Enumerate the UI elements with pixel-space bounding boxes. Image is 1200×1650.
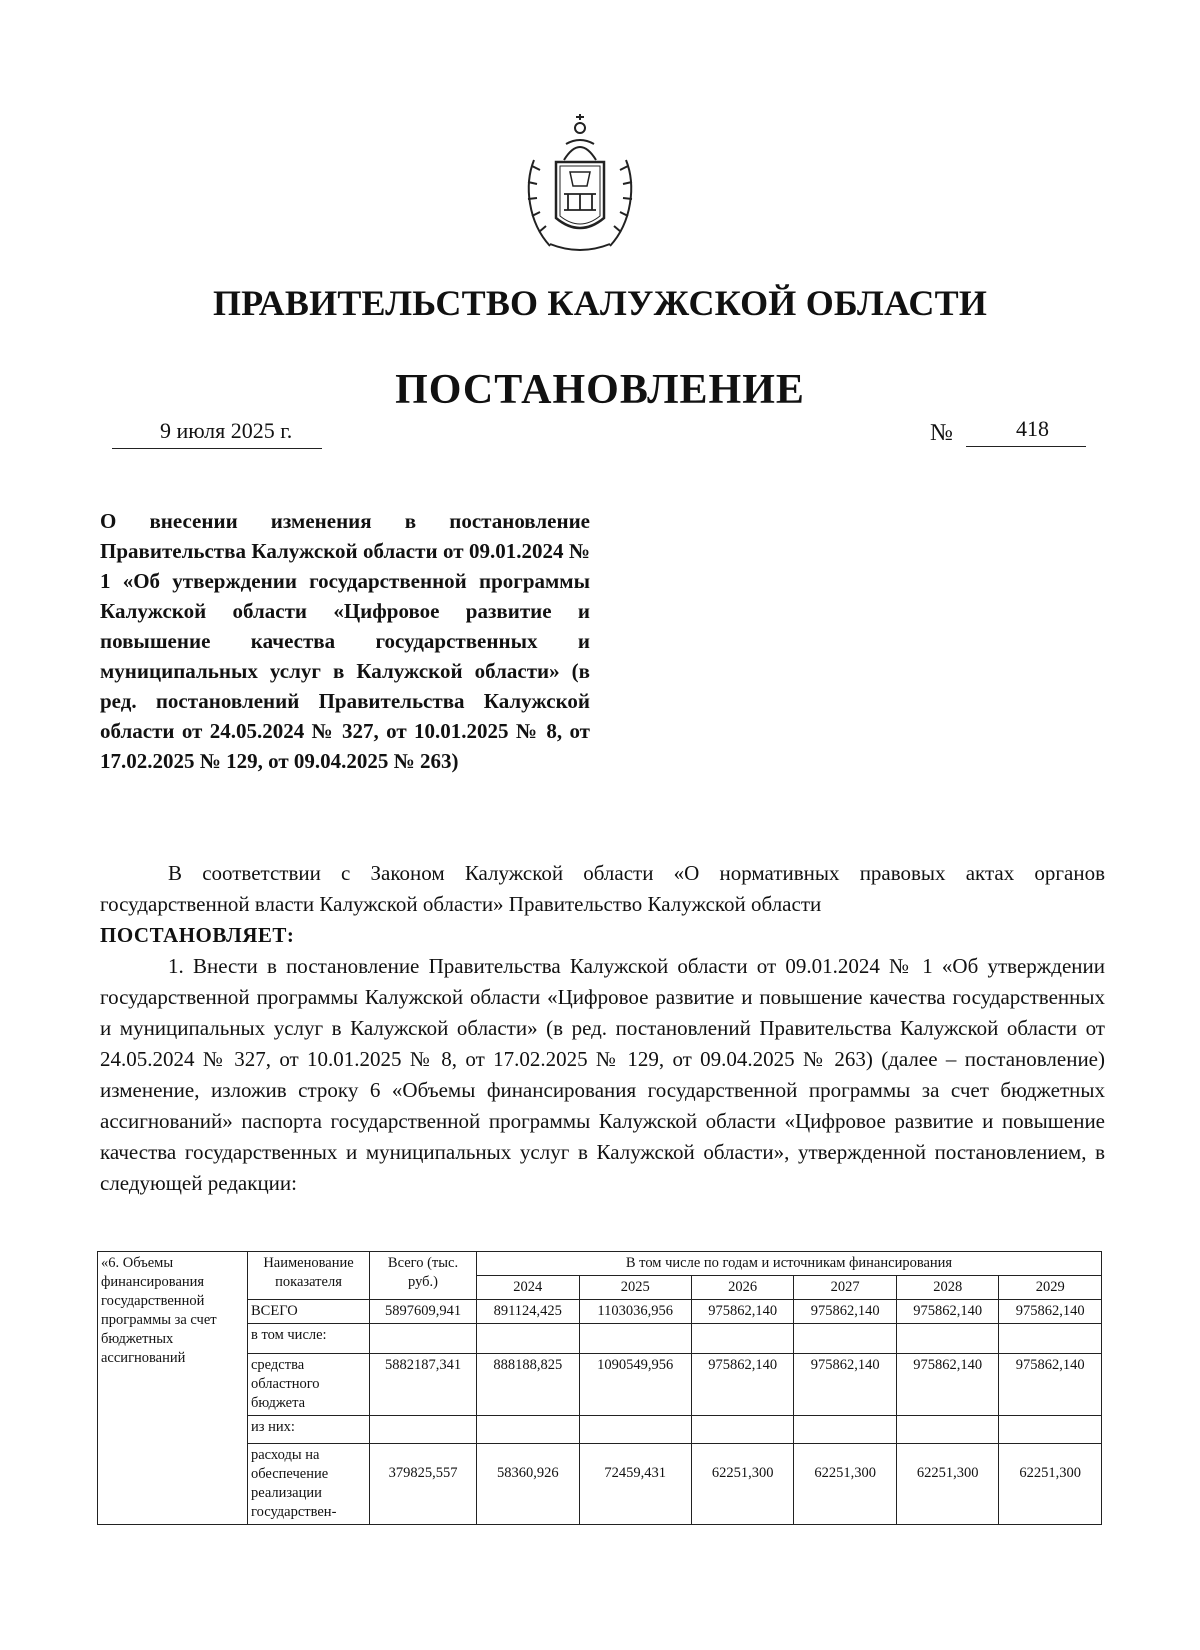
- number-sign: №: [930, 420, 953, 446]
- row-value: 975862,140: [896, 1354, 999, 1416]
- row-value: 1090549,956: [579, 1354, 691, 1416]
- document-type: ПОСТАНОВЛЕНИЕ: [395, 367, 805, 413]
- row-value: 1103036,956: [579, 1300, 691, 1324]
- row-indicator: из них:: [248, 1416, 370, 1444]
- year-header: 2028: [896, 1276, 999, 1300]
- row-value: 891124,425: [477, 1300, 580, 1324]
- year-header: 2027: [794, 1276, 897, 1300]
- document-body: [100, 858, 1105, 1199]
- row-total: [370, 1324, 477, 1354]
- row-value: [579, 1324, 691, 1354]
- row-value: 975862,140: [794, 1300, 897, 1324]
- table-header-row: [98, 1252, 1102, 1276]
- year-header: 2026: [691, 1276, 794, 1300]
- row-value: 62251,300: [896, 1444, 999, 1525]
- table-row: [98, 1416, 1102, 1444]
- row-value: 62251,300: [794, 1444, 897, 1525]
- item-1-paragraph: 1. Внести в постановление Правительства Калужской области от 09.01.2024 № 1 «Об утверждении государственной программы Калужской области «Цифровое развитие и повышение качества государственных и муниципальных услуг в Калужской области» (в ред. постановлений Правительства Калужской области от 24.05.2024 № 327, от 10.01.2025 № 8, от 17.02.2025 № 129, от 09.04.2025 № 263) (далее – постановление) изменение, изложив строку 6 «Объемы финансирования государственной программы за счет бюджетных ассигнований» паспорта государственной программы Калужской области «Цифровое развитие и повышение качества государственных и муниципальных услуг в Калужской области», утвержденной постановлением, в следующей редакции:: [100, 954, 1105, 1195]
- row-value: 62251,300: [691, 1444, 794, 1525]
- financing-table: [97, 1251, 1102, 1525]
- government-title: ПРАВИТЕЛЬСТВО КАЛУЖСКОЙ ОБЛАСТИ: [212, 283, 988, 323]
- row-total: 5882187,341: [370, 1354, 477, 1416]
- row-value: [477, 1324, 580, 1354]
- number-value: 418: [1016, 416, 1049, 441]
- decree-word: ПОСТАНОВЛЯЕТ:: [100, 923, 295, 947]
- row-indicator: в том числе:: [248, 1324, 370, 1354]
- row-label-cell: «6. Объемы финансирования государственной программы за счет бюджетных ассигнований: [98, 1252, 248, 1525]
- year-header: 2024: [477, 1276, 580, 1300]
- date-text: 9 июля 2025 г.: [160, 418, 293, 443]
- document-subject: [100, 506, 590, 776]
- row-indicator: средства областного бюджета: [248, 1354, 370, 1416]
- subject-text: О внесении изменения в постановление Правительства Калужской области от 09.01.2024 № 1 «Об утверждении государственной программы Калужской области «Цифровое развитие и повышение качества государственных и муниципальных услуг в Калужской области» (в ред. постановлений Правительства Калужской области от 24.05.2024 № 327, от 10.01.2025 № 8, от 17.02.2025 № 129, от 09.04.2025 № 263): [100, 509, 590, 773]
- year-header: 2029: [999, 1276, 1102, 1300]
- year-header: 2025: [579, 1276, 691, 1300]
- header-total: Всего (тыс. руб.): [370, 1252, 477, 1300]
- row-value: 975862,140: [999, 1354, 1102, 1416]
- row-value: [999, 1416, 1102, 1444]
- table-row: [98, 1324, 1102, 1354]
- number-underline: [966, 418, 1086, 447]
- row-value: 975862,140: [691, 1354, 794, 1416]
- table-row: [98, 1354, 1102, 1416]
- row-indicator: ВСЕГО: [248, 1300, 370, 1324]
- row-value: 975862,140: [896, 1300, 999, 1324]
- row-value: [794, 1416, 897, 1444]
- row-value: 975862,140: [691, 1300, 794, 1324]
- row-value: [999, 1324, 1102, 1354]
- document-number: [930, 418, 1090, 448]
- document-date: [112, 418, 322, 449]
- intro-paragraph: В соответствии с Законом Калужской области «О нормативных правовых актах органов государственной власти Калужской области» Правительство Калужской области: [100, 861, 1105, 916]
- row-value: 72459,431: [579, 1444, 691, 1525]
- row-value: 975862,140: [999, 1300, 1102, 1324]
- row-value: [794, 1324, 897, 1354]
- table-row: [98, 1444, 1102, 1525]
- row-value: [691, 1416, 794, 1444]
- row-value: 62251,300: [999, 1444, 1102, 1525]
- row-value: 975862,140: [794, 1354, 897, 1416]
- row-total: [370, 1416, 477, 1444]
- row-indicator: расходы на обеспечение реализации государствен-: [248, 1444, 370, 1525]
- row-value: 888188,825: [477, 1354, 580, 1416]
- header-indicator: Наименование показателя: [248, 1252, 370, 1300]
- row-value: 58360,926: [477, 1444, 580, 1525]
- row-value: [579, 1416, 691, 1444]
- coat-of-arms-icon: [520, 110, 640, 260]
- row-value: [691, 1324, 794, 1354]
- table-row: [98, 1300, 1102, 1324]
- row-value: [896, 1416, 999, 1444]
- header-years-group: В том числе по годам и источникам финансирования: [477, 1252, 1102, 1276]
- row-value: [477, 1416, 580, 1444]
- row-total: 379825,557: [370, 1444, 477, 1525]
- row-total: 5897609,941: [370, 1300, 477, 1324]
- row-value: [896, 1324, 999, 1354]
